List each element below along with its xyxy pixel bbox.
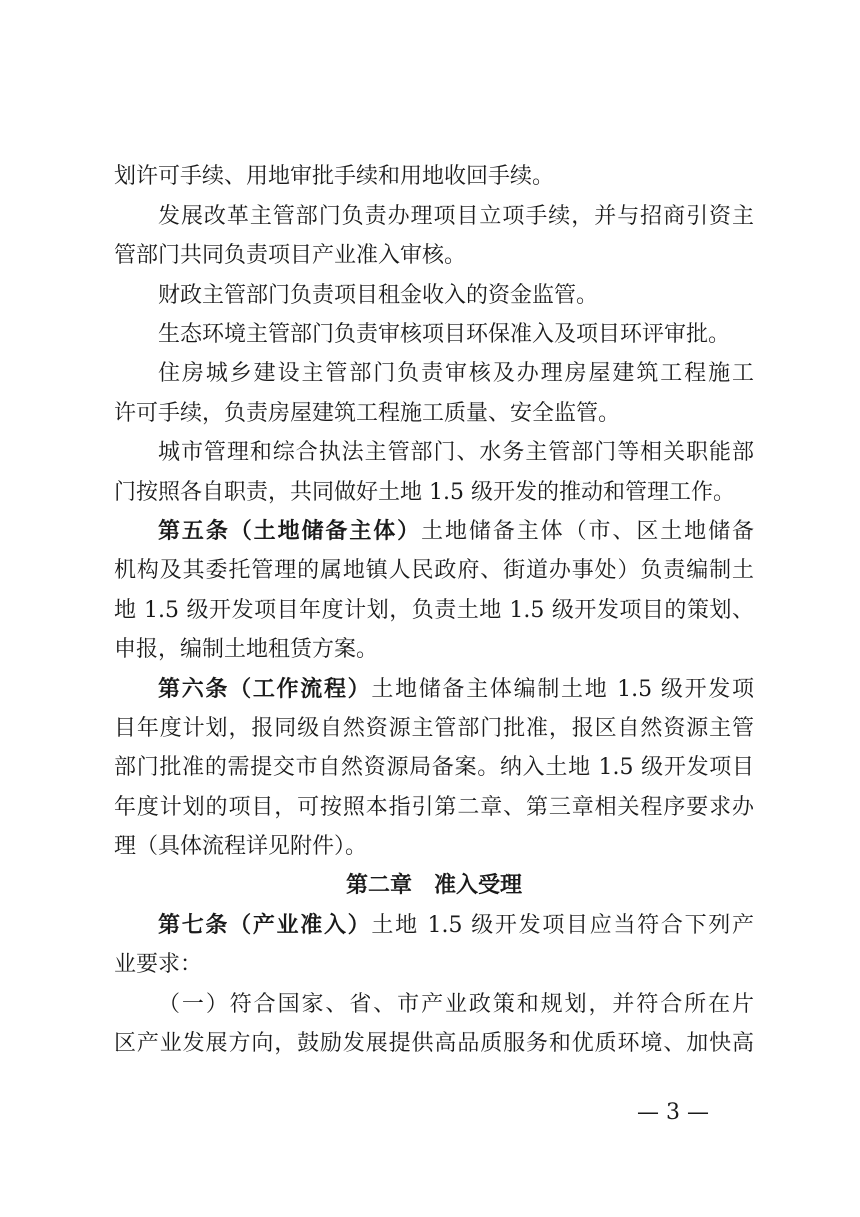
article-7-title: 第七条（产业准入） <box>158 913 372 938</box>
paragraph-line: 机构及其委托管理的属地镇人民政府、街道办事处）负责编制土 <box>114 558 754 583</box>
paragraph-line: 区产业发展方向，鼓励发展提供高品质服务和优质环境、加快高 <box>114 1031 754 1056</box>
paragraph-line: 住房城乡建设主管部门负责审核及办理房屋建筑工程施工 <box>158 361 754 386</box>
article-7-text: 土地 1.5 级开发项目应当符合下列产 <box>371 913 754 938</box>
article-5-title: 第五条（土地储备主体） <box>158 519 422 544</box>
paragraph-line: 目年度计划，报同级自然资源主管部门批准，报区自然资源主管 <box>114 716 754 741</box>
article-5-line <box>158 517 754 547</box>
paragraph-line: 门按照各自职责，共同做好土地 1.5 级开发的推动和管理工作。 <box>114 480 735 505</box>
article-7-line <box>158 911 754 941</box>
article-6-text: 土地储备主体编制土地 1.5 级开发项 <box>371 677 754 702</box>
paragraph-line: 地 1.5 级开发项目年度计划，负责土地 1.5 级开发项目的策划、 <box>114 598 754 623</box>
paragraph-line: 划许可手续、用地审批手续和用地收回手续。 <box>114 164 555 189</box>
paragraph-line: 城市管理和综合执法主管部门、水务主管部门等相关职能部 <box>158 440 754 465</box>
paragraph-line: 部门批准的需提交市自然资源局备案。纳入土地 1.5 级开发项目 <box>114 755 754 780</box>
paragraph-line: 理（具体流程详见附件）。 <box>114 834 368 859</box>
paragraph-line: 申报，编制土地租赁方案。 <box>114 637 379 662</box>
page-number: — 3 — <box>637 1100 709 1125</box>
paragraph-line: 财政主管部门负责项目租金收入的资金监管。 <box>158 283 599 308</box>
paragraph-line: 管部门共同负责项目产业准入审核。 <box>114 243 467 268</box>
paragraph-line: 发展改革主管部门负责办理项目立项手续，并与招商引资主 <box>158 204 754 229</box>
paragraph-line: 年度计划的项目，可按照本指引第二章、第三章相关程序要求办 <box>114 795 754 820</box>
paragraph-line: 生态环境主管部门负责审核项目环保准入及项目环评审批。 <box>158 322 731 347</box>
chapter-heading: 第二章 准入受理 <box>345 873 522 898</box>
article-5-text: 土地储备主体（市、区土地储备 <box>421 519 754 544</box>
paragraph-line: 业要求： <box>114 952 203 977</box>
paragraph-line: 许可手续，负责房屋建筑工程施工质量、安全监管。 <box>114 401 621 426</box>
item-1-line: （一）符合国家、省、市产业政策和规划，并符合所在片 <box>158 992 754 1017</box>
article-6-line <box>158 675 754 705</box>
article-6-title: 第六条（工作流程） <box>158 677 372 702</box>
